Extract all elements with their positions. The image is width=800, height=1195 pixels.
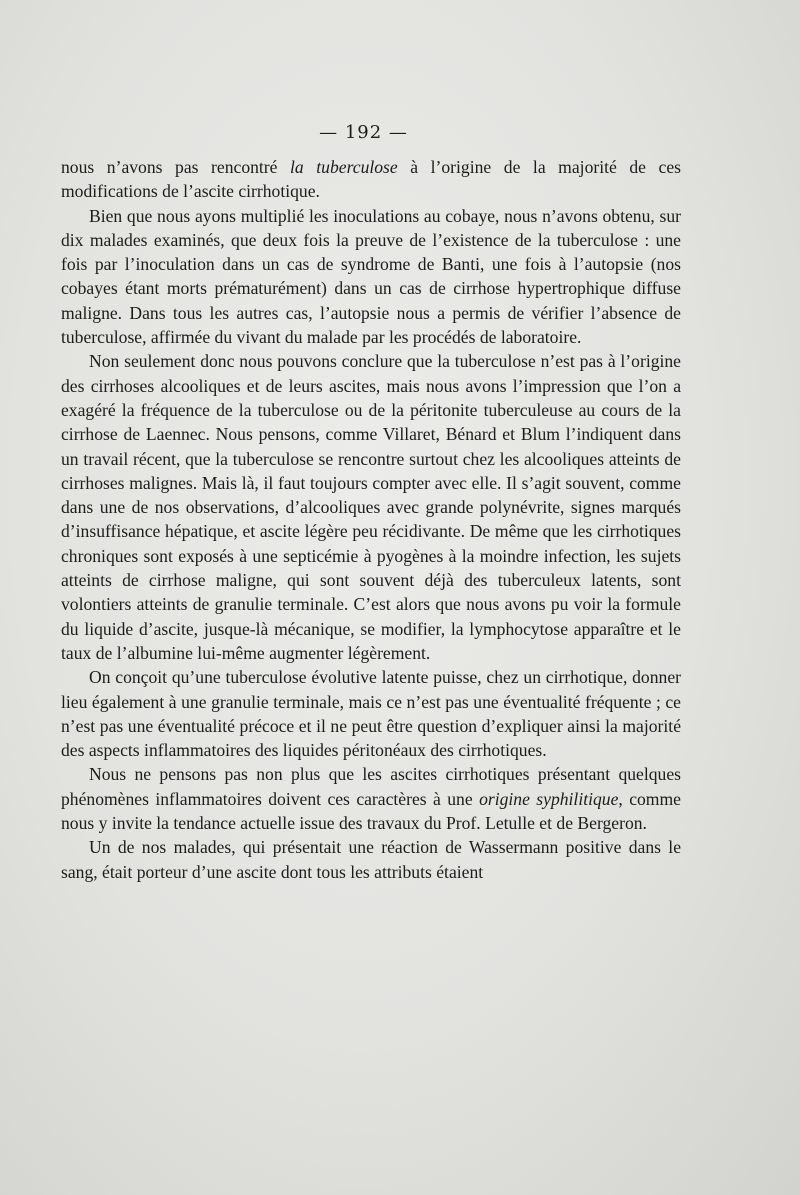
paragraph: [61, 665, 681, 762]
text-run: Bien que nous ayons multiplié les inoculations au cobaye, nous n’avons obtenu, sur dix malades examinés, que deux fois la preuve de l’existence de la tuberculose : une fois par l’inoculation dans un cas de syndrome de Banti, une fois à l’autopsie (nos cobayes étant morts prématurément) dans un cas de cirrhose hypertrophique diffuse maligne. Dans tous les autres cas, l’autopsie nous a permis de vérifier l’absence de tuberculose, affirmée du vivant du malade par les procédés de laboratoire.: [61, 205, 681, 348]
text-run: , comme nous y invite la tendance actuelle issue des travaux du Prof. Letulle et de Bergeron.: [61, 788, 681, 834]
text-run: à l’origine de la majorité de ces modifications de l’ascite cirrhotique.: [61, 157, 681, 202]
body-text: [61, 155, 681, 884]
italic-text-run: la tuberculose: [290, 157, 398, 177]
paragraph: [61, 155, 681, 204]
text-run: Un de nos malades, qui présentait une réaction de Wassermann positive dans le sang, était porteur d’une ascite dont tous les attributs étaient: [61, 837, 681, 882]
paragraph: [61, 835, 681, 884]
text-run: On conçoit qu’une tuberculose évolutive latente puisse, chez un cirrhotique, donner lieu également à une granulie terminale, mais ce n’est pas une éventualité fréquente ; ce n’est pas une éventualité précoce et il ne peut être question d’expliquer ainsi la majorité des aspects inflammatoires des liquides péritonéaux des cirrhotiques.: [61, 667, 681, 761]
paragraph: [61, 762, 681, 835]
paragraph: [61, 349, 681, 665]
paragraph: [61, 204, 681, 350]
text-run: Nous ne pensons pas non plus que les ascites cirrhotiques présentant quelques phénomènes inflammatoires doivent ces caractères à une: [61, 764, 681, 809]
italic-text-run: origine syphilitique: [479, 788, 619, 809]
text-run: Non seulement donc nous pouvons conclure que la tuberculose n’est pas à l’origine des cirrhoses alcooliques et de leurs ascites, mais nous avons l’impression que l’on a exagéré la fréquence de la tuberculose ou de la péritonite tuberculeuse au cours de la cirrhose de Laennec. Nous pensons, comme Villaret, Bénard et Blum l’indiquent dans un travail récent, que la tuberculose se rencontre surtout chez les alcooliques atteints de cirrhoses malignes. Mais là, il faut toujours compter avec elle. Il s’agit souvent, comme dans une de nos observations, d’alcooliques avec grande polynévrite, signes marqués d’insuffisance hépatique, et ascite légère peu récidivante. De même que les cirrhotiques chroniques sont exposés à une septicémie à pyogènes à la moindre infection, les sujets atteints de cirrhose maligne, qui sont souvent déjà des tuberculeux latents, sont volontiers atteints de granulie terminale. C’est alors que nous avons pu voir la formule du liquide d’ascite, jusque-là mécanique, se modifier, la lymphocytose apparaître et le taux de l’albumine lui-même augmenter légèrement.: [61, 351, 681, 663]
page-number: — 192 —: [319, 122, 408, 143]
text-run: nous n’avons pas rencontré: [61, 157, 291, 177]
